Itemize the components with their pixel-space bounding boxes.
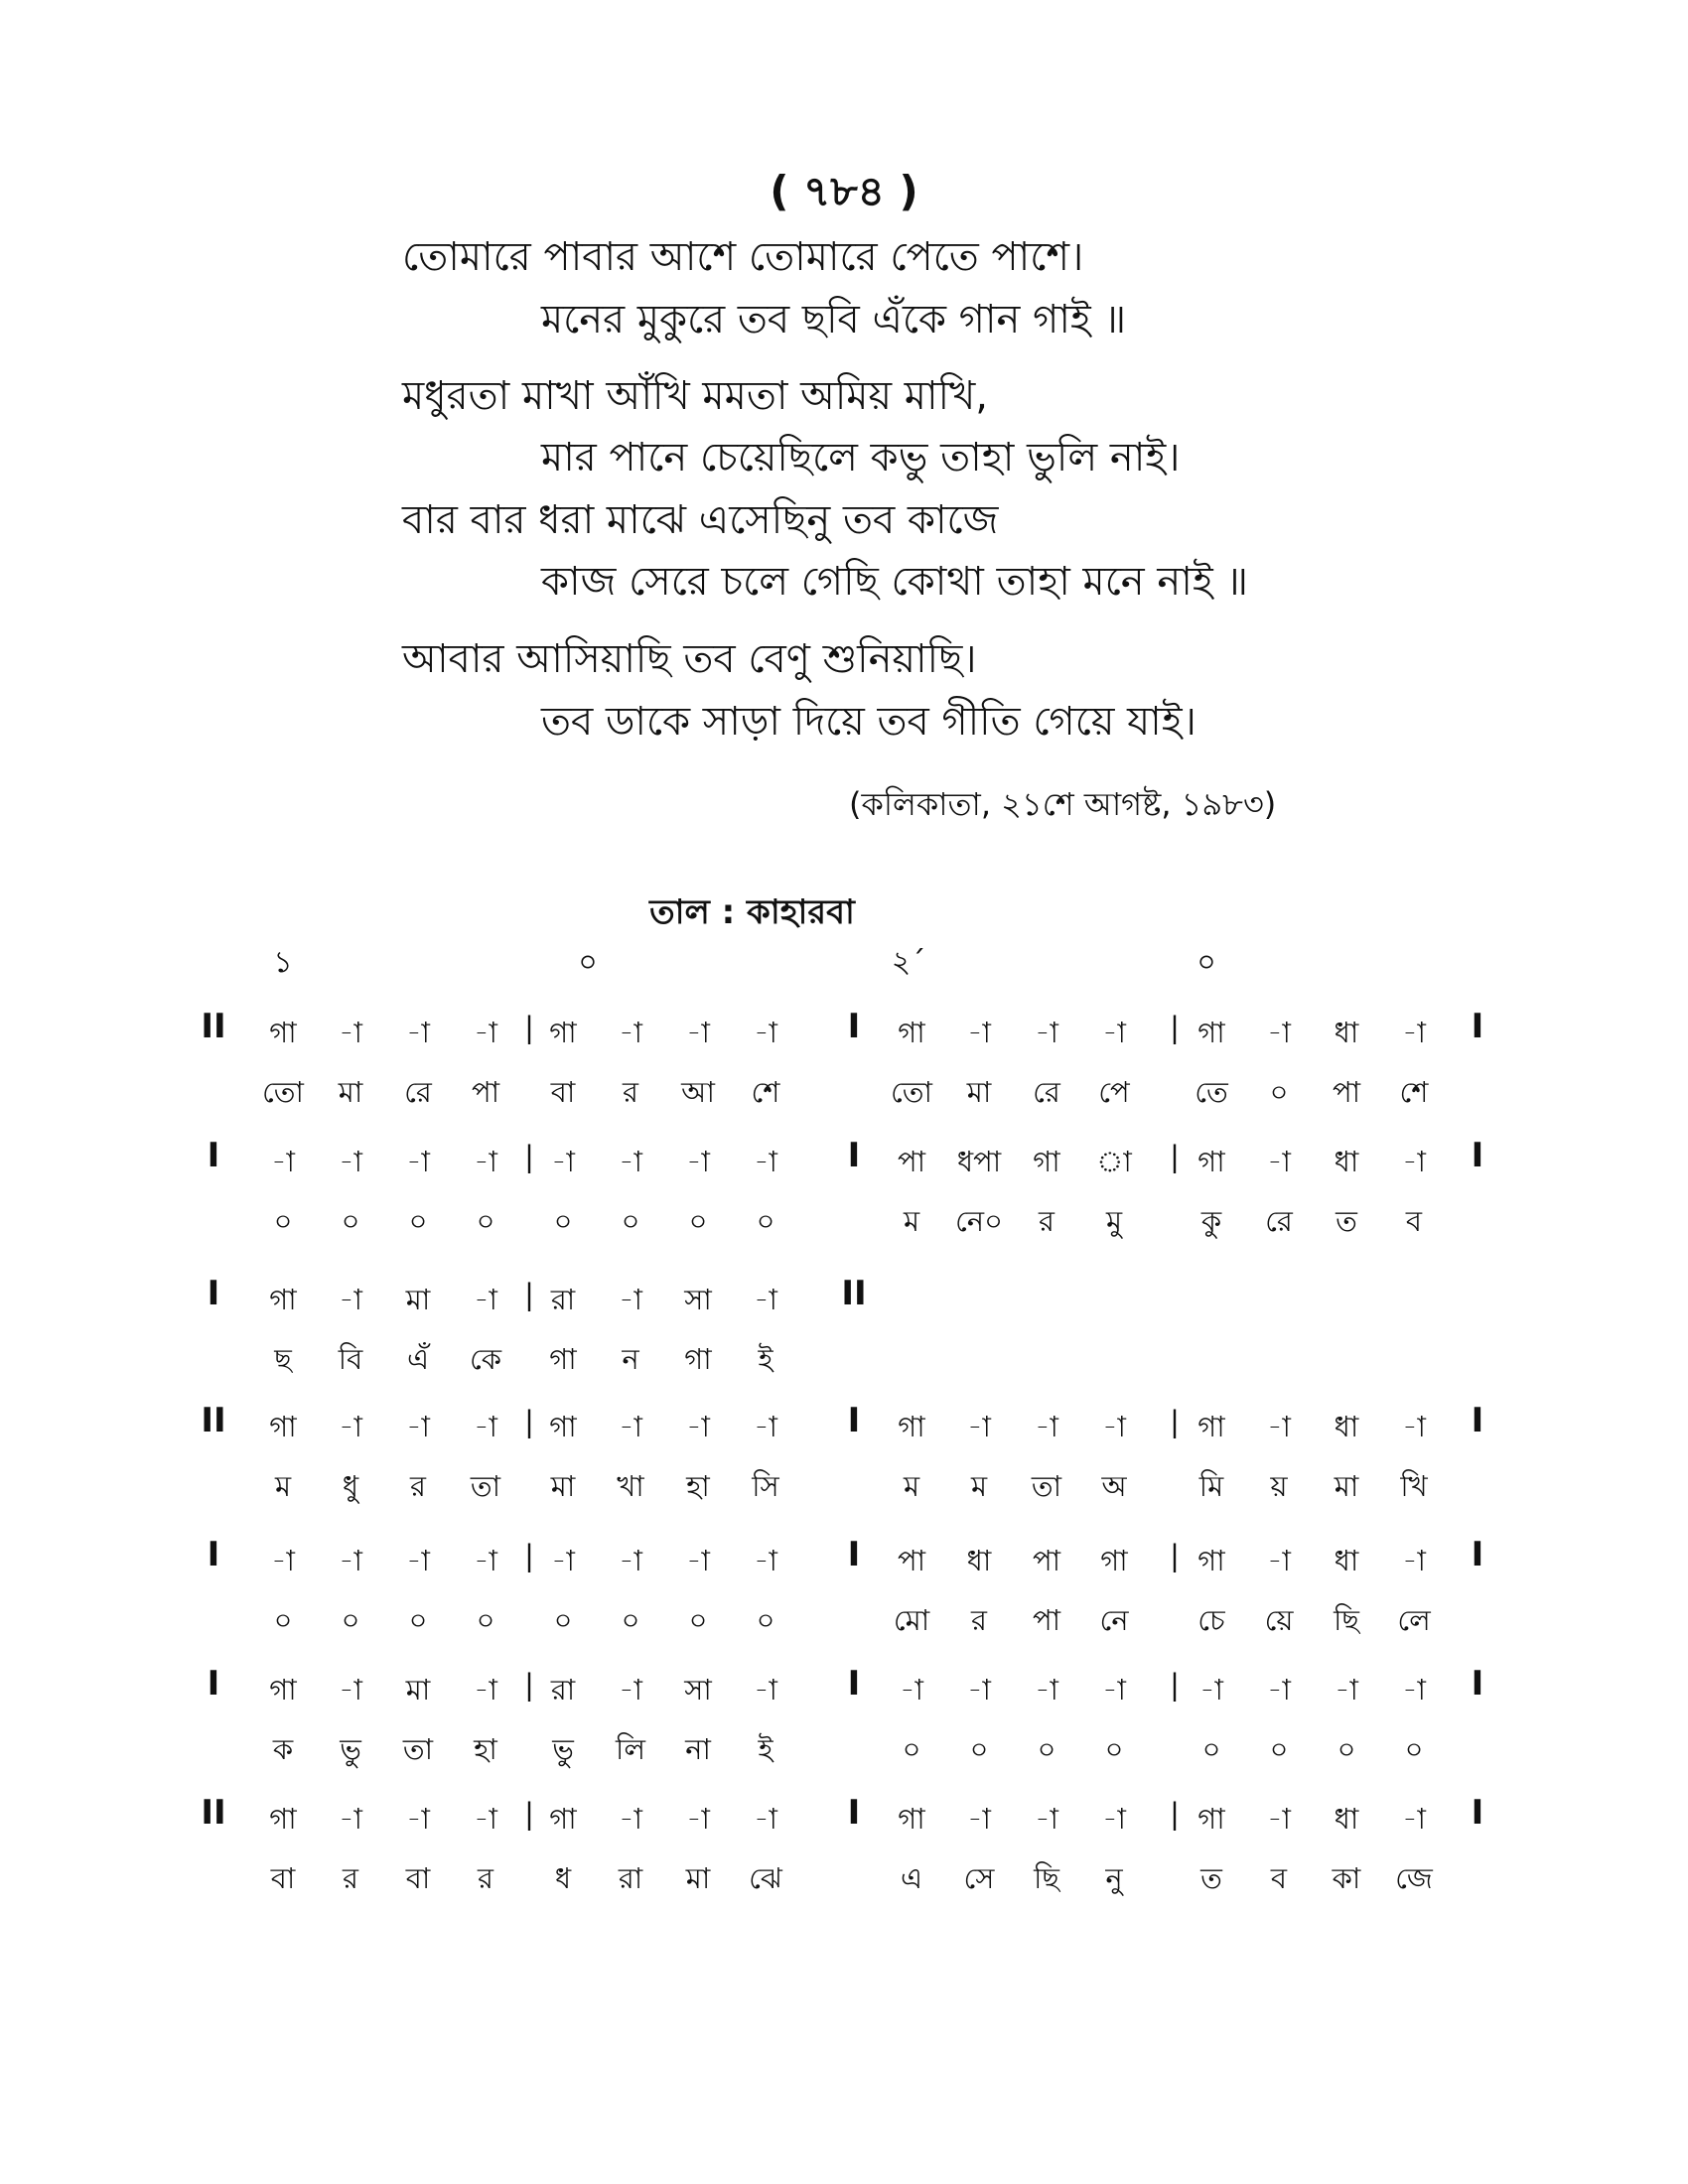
lyric-syllable: র [410,1469,426,1503]
swar-note: -া [754,1802,777,1836]
swar-note: রা [550,1673,576,1706]
lyric-syllable: কে [469,1342,502,1376]
swar-note: -া [619,1410,642,1443]
swar-note: -া [1035,1410,1058,1443]
swar-note: -া [406,1016,430,1049]
lyric-syllable: লে [1397,1603,1431,1637]
lyric-syllable: এ [900,1861,923,1895]
swar-note: -া [339,1410,362,1443]
lyric-syllable: ভু [552,1732,574,1766]
lyric-syllable: ০ [688,1204,708,1238]
lyric-syllable: ভু [340,1732,361,1766]
lyric-syllable: এঁ [406,1342,430,1376]
lyric-syllable: ই [758,1732,774,1766]
swar-note: -া [686,1145,710,1178]
bar-separator: | [524,1668,534,1702]
lyric-syllable: ০ [341,1603,360,1637]
beat-mark: ১ [273,945,293,980]
swar-note: ধা [1334,1145,1359,1178]
swar-note: -া [619,1016,642,1049]
swar-note: ধা [966,1544,992,1577]
lyric-syllable: সি [752,1469,779,1503]
page-number: ( ৭৮৪ ) [770,167,918,215]
bar-separator: | [524,1140,534,1173]
swar-note: -া [1267,1016,1291,1049]
lyric-syllable: র [971,1603,987,1637]
lyric-syllable: পা [1332,1075,1361,1109]
lyric-syllable: ম [903,1204,920,1238]
swar-note: -া [1267,1145,1291,1178]
bar-separator: | [524,1797,534,1831]
lyric-syllable: রে [1033,1075,1060,1109]
swar-note: -া [967,1016,991,1049]
lyric-syllable: গা [684,1342,712,1376]
lyric-syllable: ব [1270,1861,1288,1895]
swar-note: -া [1402,1673,1426,1706]
lyric-syllable: বা [550,1075,576,1109]
lyric-syllable: ০ [476,1603,495,1637]
lyric-line-5: বার বার ধরা মাঝে এসেছিনু তব কাজে [402,497,999,543]
swar-note: গা [269,1016,297,1049]
swar-note: গা [1197,1410,1225,1443]
lyric-syllable: ঝে [749,1861,782,1895]
swar-note: -া [1035,1673,1058,1706]
lyric-line-2: মনের মুকুরে তব ছবি এঁকে গান গাই ॥ [541,297,1127,342]
swar-note: ধপা [956,1145,1002,1178]
bar-separator: I [847,1401,861,1440]
lyric-syllable: ০ [1269,1075,1289,1109]
swar-note: -া [1402,1145,1426,1178]
lyric-syllable: শে [751,1075,780,1109]
lyric-syllable: র [343,1861,358,1895]
lyric-syllable: ম [970,1469,988,1503]
swar-note: -া [686,1410,710,1443]
swar-note: -া [1402,1544,1426,1577]
bar-separator: | [1170,1011,1180,1044]
swar-note: -া [551,1544,575,1577]
swar-note: গা [1100,1544,1128,1577]
swar-note: -া [1267,1410,1291,1443]
lyric-syllable: ই [758,1342,774,1376]
lyric-syllable: ধ [554,1861,572,1895]
swar-note: ধা [1334,1016,1359,1049]
swar-note: -া [406,1410,430,1443]
swar-note: -া [754,1673,777,1706]
swar-note: পা [897,1544,926,1577]
lyric-syllable: লি [616,1732,645,1766]
lyric-syllable: তা [402,1732,434,1766]
swar-note: -া [474,1410,497,1443]
swar-note: গা [549,1802,577,1836]
swar-note: -া [686,1802,710,1836]
lyric-syllable: হা [474,1732,497,1766]
swar-note: -া [754,1145,777,1178]
bar-open-marker: II [201,1793,226,1833]
swar-note: -া [406,1544,430,1577]
lyric-syllable: ০ [1336,1732,1356,1766]
swar-note: -া [1267,1544,1291,1577]
lyric-syllable: শে [1399,1075,1429,1109]
lyric-syllable: মো [893,1603,930,1637]
swar-note: গা [898,1802,925,1836]
bar-separator: I [847,1535,861,1574]
lyric-syllable: ০ [476,1204,495,1238]
swar-note: -া [967,1802,991,1836]
bar-separator: | [1170,1668,1180,1702]
swar-note: -া [967,1673,991,1706]
lyric-syllable: না [685,1732,711,1766]
lyric-syllable: কা [1332,1861,1361,1895]
lyric-syllable: রে [1265,1204,1293,1238]
lyric-syllable: ছি [1034,1861,1059,1895]
lyric-syllable: ০ [273,1204,293,1238]
lyric-syllable: র [623,1075,638,1109]
bar-separator: I [847,1136,861,1175]
bar-close-marker: I [1471,1664,1484,1704]
lyric-syllable: কু [1200,1204,1222,1238]
lyric-syllable: মা [550,1469,576,1503]
bar-open-marker: I [207,1664,220,1704]
swar-note: -া [754,1410,777,1443]
bar-separator: | [524,1539,534,1572]
swar-note: -া [339,1283,362,1316]
lyric-syllable: ০ [902,1732,921,1766]
lyric-syllable: ০ [341,1204,360,1238]
swar-note: সা [684,1283,712,1316]
bar-separator: I [847,1664,861,1704]
swar-note: গা [1197,1016,1225,1049]
swar-note: -া [619,1283,642,1316]
bar-separator: | [524,1278,534,1311]
lyric-syllable: ব [1405,1204,1423,1238]
lyric-syllable: নে০ [955,1204,1003,1238]
bar-open-marker: I [207,1136,220,1175]
lyric-syllable: ম [903,1469,920,1503]
lyric-syllable: ক [272,1732,294,1766]
lyric-line-6: কাজ সেরে চলে গেছি কোথা তাহা মনে নাই ॥ [541,559,1249,605]
lyric-syllable: মু [1105,1204,1123,1238]
swar-note: -া [474,1283,497,1316]
lyric-syllable: গা [549,1342,577,1376]
lyric-syllable: খা [617,1469,644,1503]
swar-note: -া [474,1145,497,1178]
lyric-syllable: খি [1400,1469,1428,1503]
swar-note: সা [684,1673,712,1706]
swar-note: গা [898,1410,925,1443]
swar-note: -া [619,1802,642,1836]
bar-separator: | [524,1405,534,1438]
swar-note: -া [406,1145,430,1178]
lyric-syllable: অ [1101,1469,1127,1503]
swar-note: গা [269,1283,297,1316]
beat-mark: ০ [1196,945,1216,980]
swar-note: -া [551,1145,575,1178]
lyric-syllable: বি [338,1342,363,1376]
swar-note: -া [474,1544,497,1577]
lyric-syllable: রা [618,1861,643,1895]
swar-note: ধা [1334,1410,1359,1443]
lyric-syllable: ০ [1404,1732,1424,1766]
swar-note: -া [754,1544,777,1577]
lyric-syllable: তো [891,1075,932,1109]
swar-note: -া [474,1016,497,1049]
lyric-syllable: আ [681,1075,715,1109]
lyric-syllable: ০ [1269,1732,1289,1766]
lyric-syllable: ০ [621,1603,640,1637]
swar-note: -া [1402,1802,1426,1836]
lyric-syllable: ত [1336,1204,1357,1238]
lyric-syllable: মা [338,1075,363,1109]
lyric-syllable: তে [1195,1075,1228,1109]
swar-note: -া [686,1544,710,1577]
lyric-syllable: পে [1098,1075,1130,1109]
bar-separator: | [1170,1140,1180,1173]
swar-note: রা [550,1283,576,1316]
swar-note: গা [549,1410,577,1443]
lyric-line-4: মার পানে চেয়েছিলে কভু তাহা ভুলি নাই। [541,435,1181,480]
swar-note: -া [339,1802,362,1836]
swar-note: গা [269,1410,297,1443]
bar-close-marker: I [1471,1007,1484,1046]
lyric-syllable: মা [966,1075,992,1109]
swar-note: -া [1335,1673,1358,1706]
bar-close-marker: I [1471,1401,1484,1440]
bar-separator: | [1170,1405,1180,1438]
swar-note: -া [1102,1673,1126,1706]
bar-close-marker: I [1471,1535,1484,1574]
lyric-syllable: ০ [621,1204,640,1238]
lyric-syllable: তা [470,1469,501,1503]
lyric-syllable: ছ [274,1342,292,1376]
swar-note: -া [1102,1016,1126,1049]
lyric-syllable: জে [1395,1861,1433,1895]
lyric-line-3: মধুরতা মাখা আঁখি মমতা অমিয় মাখি, [402,373,988,419]
swar-note: গা [549,1016,577,1049]
bar-open-marker: I [207,1274,220,1313]
swar-note: মা [405,1673,431,1706]
lyric-syllable: মি [1198,1469,1224,1503]
swar-note: -া [406,1802,430,1836]
swar-note: -া [1035,1802,1058,1836]
swar-note: -া [1102,1410,1126,1443]
lyric-syllable: ০ [1104,1732,1124,1766]
swar-note: -া [1402,1410,1426,1443]
bar-close-marker: I [1471,1136,1484,1175]
swar-note: মা [405,1283,431,1316]
lyric-syllable: য়ে [1264,1603,1294,1637]
swar-note: া [1096,1145,1132,1178]
lyric-syllable: য় [1270,1469,1288,1503]
lyric-syllable: ছি [1334,1603,1359,1637]
swar-note: গা [269,1673,297,1706]
swar-note: -া [1267,1802,1291,1836]
lyric-syllable: র [478,1861,493,1895]
swar-note: গা [1197,1544,1225,1577]
bar-separator: | [1170,1539,1180,1572]
bar-open-marker: II [201,1007,226,1046]
date-line: (কলিকাতা, ২১শে আগষ্ট, ১৯৮৩) [849,785,1277,823]
lyric-syllable: হা [686,1469,710,1503]
lyric-syllable: তা [1031,1469,1062,1503]
swar-note: -া [754,1283,777,1316]
swar-note: গা [898,1016,925,1049]
lyric-syllable: রে [404,1075,432,1109]
swar-note: -া [967,1410,991,1443]
swar-note: গা [1033,1145,1060,1178]
lyric-syllable: ত [1200,1861,1222,1895]
swar-note: -া [754,1016,777,1049]
swar-note: -া [1199,1673,1223,1706]
lyric-syllable: ন [622,1342,639,1376]
lyric-line-8: তব ডাকে সাড়া দিয়ে তব গীতি গেয়ে যাই। [541,699,1196,745]
lyric-line-1: তোমারে পাবার আশে তোমারে পেতে পাশে। [402,234,1084,280]
swar-note: -া [619,1673,642,1706]
lyric-syllable: নু [1105,1861,1123,1895]
lyric-syllable: সে [963,1861,995,1895]
lyric-syllable: ০ [756,1603,775,1637]
swar-note: -া [474,1673,497,1706]
swar-note: -া [1035,1016,1058,1049]
lyric-line-7: আবার আসিয়াছি তব বেণু শুনিয়াছি। [402,636,977,682]
bar-open-marker: I [207,1535,220,1574]
beat-mark: ২´ [891,945,926,980]
lyric-syllable: ০ [408,1603,428,1637]
swar-note: গা [269,1802,297,1836]
lyric-syllable: মা [685,1861,711,1895]
lyric-syllable: ০ [1201,1732,1221,1766]
swar-note: -া [1267,1673,1291,1706]
bar-separator: I [847,1793,861,1833]
swar-note: ধা [1334,1802,1359,1836]
lyric-syllable: মা [1334,1469,1359,1503]
swar-note: -া [1402,1016,1426,1049]
swar-note: -া [474,1802,497,1836]
swar-note: -া [339,1016,362,1049]
swar-note: -া [271,1145,295,1178]
swar-note: ধা [1334,1544,1359,1577]
lyric-syllable: র [1039,1204,1055,1238]
lyric-syllable: ০ [688,1603,708,1637]
lyric-syllable: পা [1032,1603,1061,1637]
swar-note: -া [1102,1802,1126,1836]
swar-note: -া [339,1673,362,1706]
bar-close-marker: I [1471,1793,1484,1833]
swar-note: গা [1197,1145,1225,1178]
lyric-syllable: পা [471,1075,500,1109]
swar-note: গা [1197,1802,1225,1836]
swar-note: পা [897,1145,926,1178]
lyric-syllable: ০ [969,1732,989,1766]
swar-note: -া [686,1016,710,1049]
bar-open-marker: II [201,1401,226,1440]
swar-note: -া [619,1145,642,1178]
lyric-syllable: তো [262,1075,304,1109]
lyric-syllable: ধু [342,1469,359,1503]
lyric-syllable: ০ [553,1204,573,1238]
swar-note: পা [1032,1544,1061,1577]
lyric-syllable: ০ [273,1603,293,1637]
lyric-syllable: ০ [1037,1732,1056,1766]
bar-separator: I [847,1007,861,1046]
bar-separator: | [1170,1797,1180,1831]
tal-label: তাল : কাহারবা [649,892,855,932]
lyric-syllable: নে [1099,1603,1129,1637]
lyric-syllable: ০ [408,1204,428,1238]
lyric-syllable: বা [405,1861,431,1895]
lyric-syllable: ০ [553,1603,573,1637]
lyric-syllable: চে [1197,1603,1225,1637]
lyric-syllable: ম [274,1469,292,1503]
beat-mark: ০ [578,945,598,980]
swar-note: -া [900,1673,923,1706]
swar-note: -া [339,1544,362,1577]
bar-separator: | [524,1011,534,1044]
lyric-syllable: ০ [756,1204,775,1238]
swar-note: -া [271,1544,295,1577]
swar-note: -া [619,1544,642,1577]
swar-note: -া [339,1145,362,1178]
bar-separator: II [841,1274,867,1313]
lyric-syllable: বা [270,1861,296,1895]
